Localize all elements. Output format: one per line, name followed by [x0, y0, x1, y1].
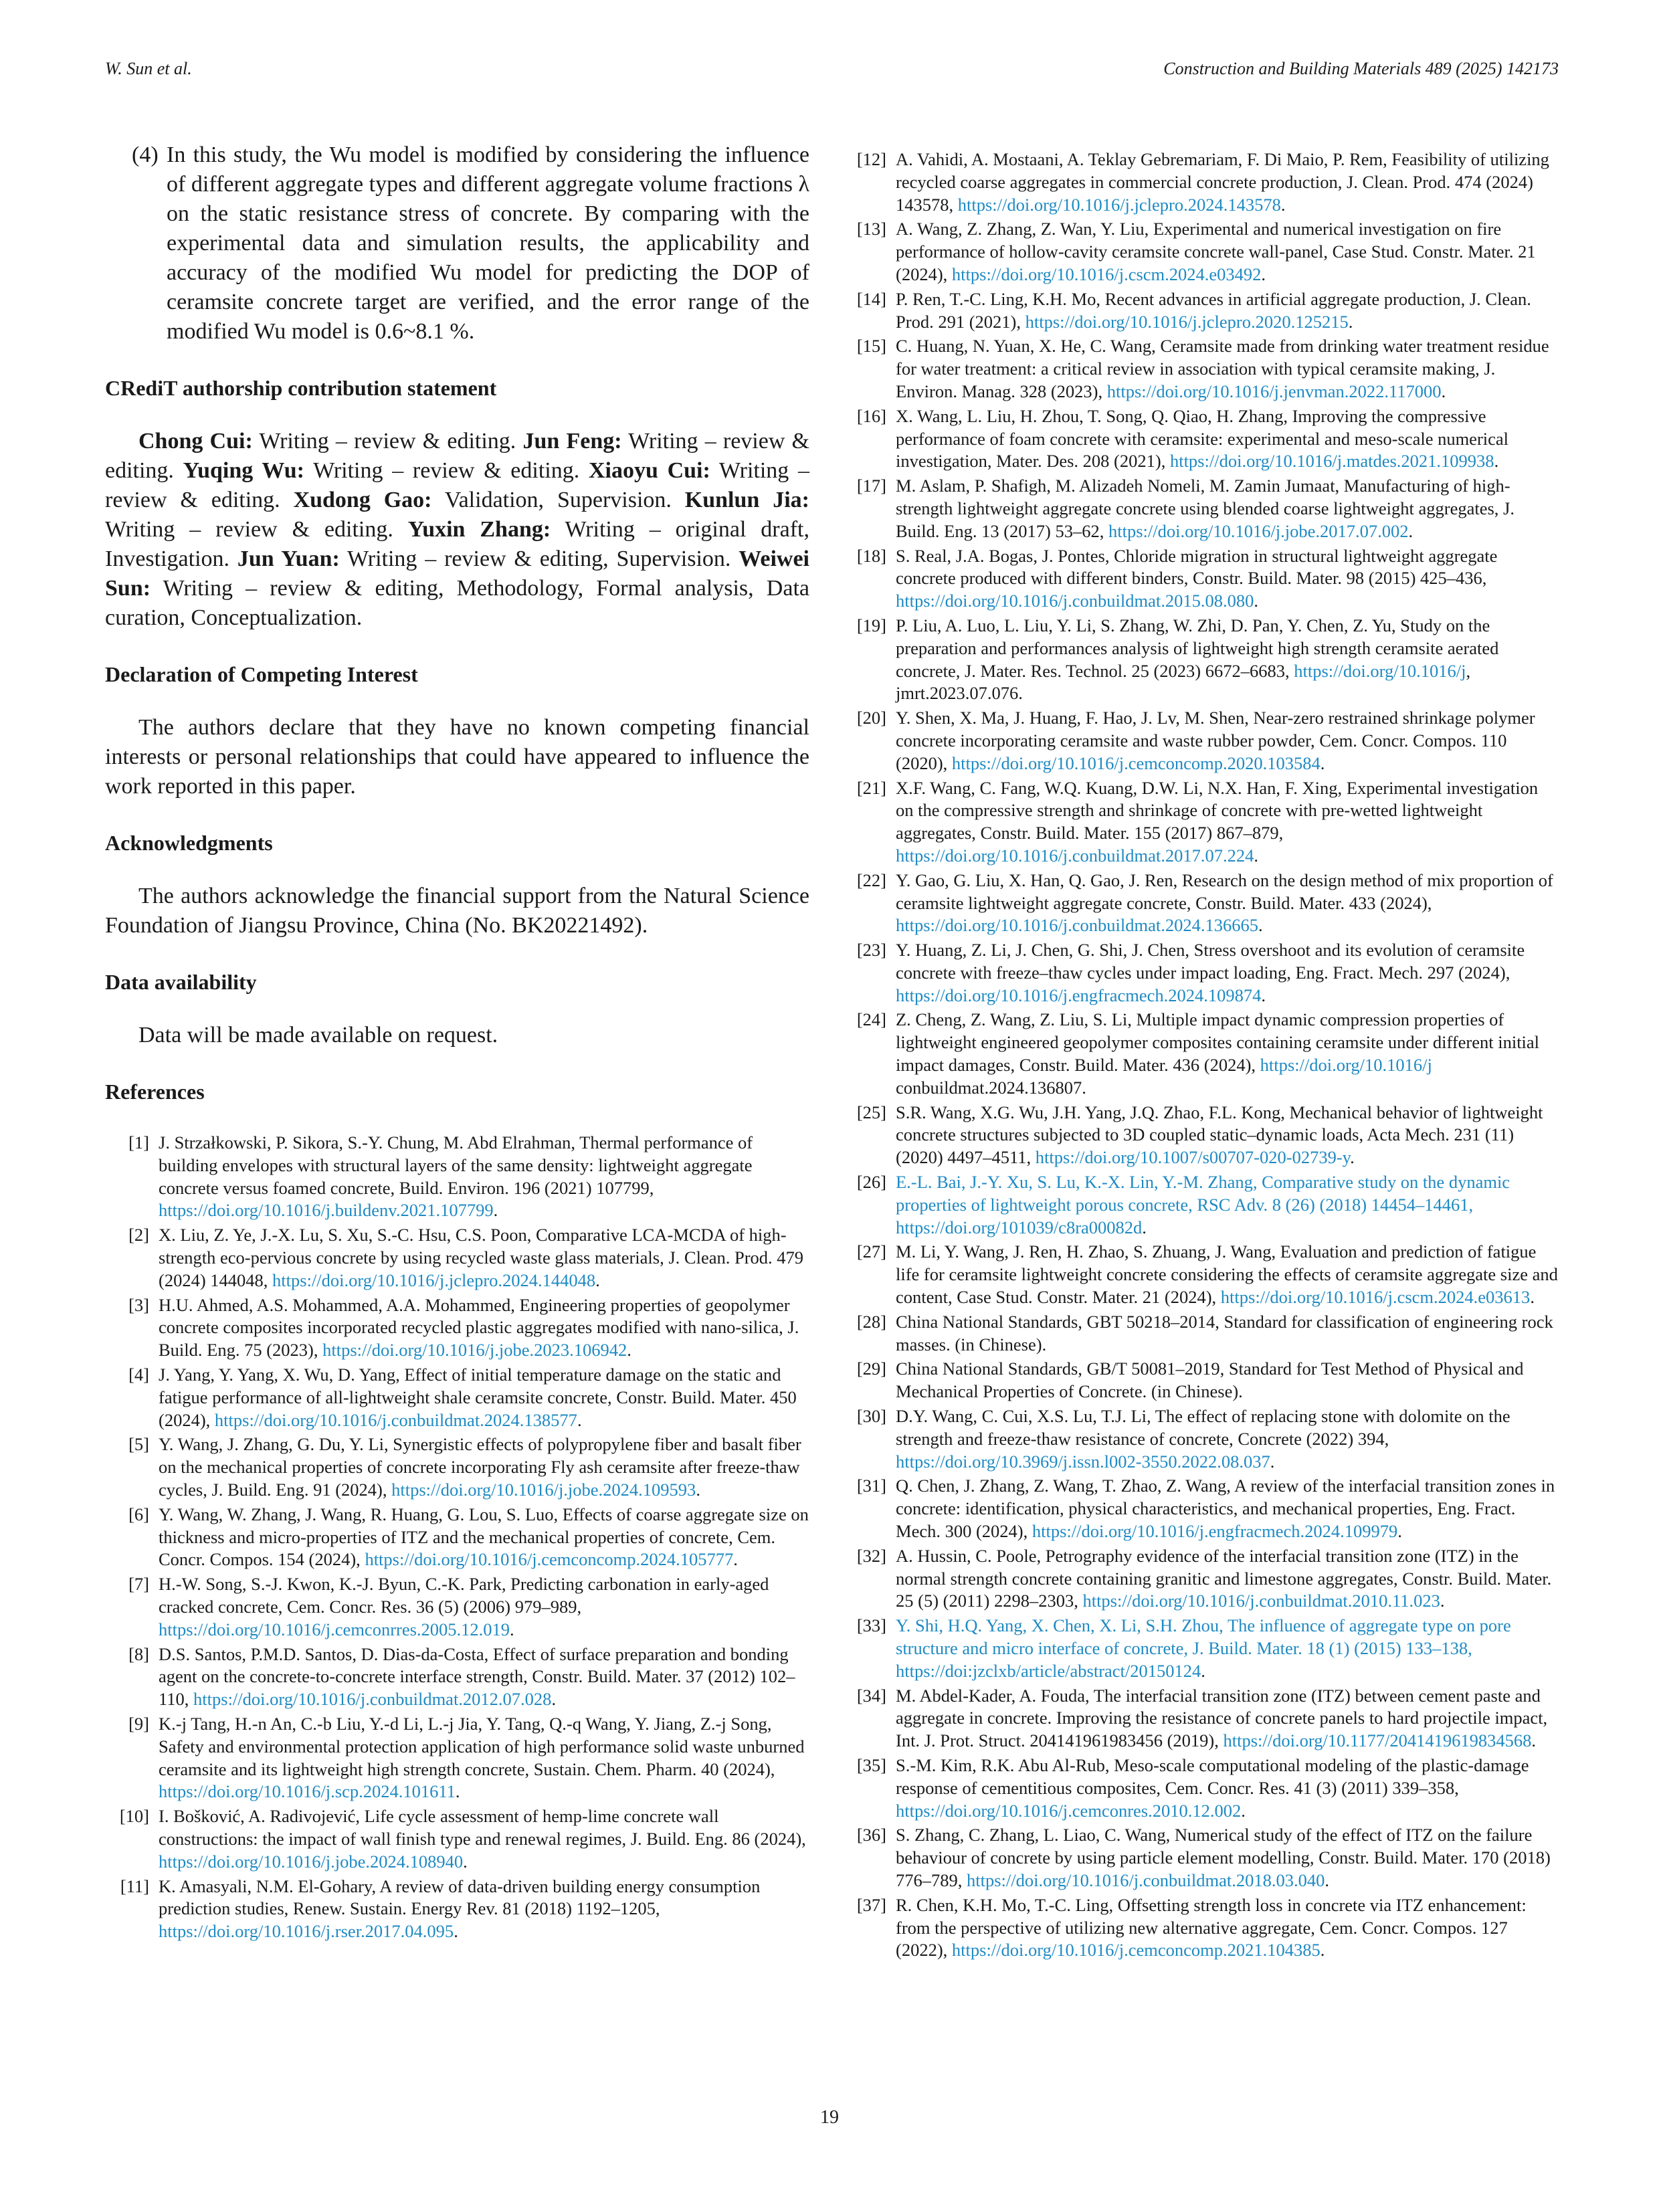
reference-text [159, 1713, 809, 1803]
reference-number: [25] [856, 1102, 886, 1122]
reference-number: [1] [128, 1132, 149, 1152]
doi-link[interactable]: https://doi.org/10.1016/j.cemconcomp.2024.105777 [365, 1549, 734, 1570]
contributor-name: Yuxin Zhang: [407, 517, 551, 542]
reference-citation: M. Li, Y. Wang, J. Ren, H. Zhao, S. Zhuang, J. Wang, Evaluation and prediction of fatigue life for ceramsite lightweight concrete considering the effects of ceramsite aggregate size and content, Case Stud. Constr. Mater. 21 (2024), [896, 1241, 1558, 1308]
reference-number: [34] [856, 1685, 886, 1706]
doi-link[interactable]: https://doi.org/10.1016/j.conbuildmat.2012.07.028 [193, 1689, 552, 1710]
reference-text [896, 475, 1559, 542]
reference-item [105, 1643, 809, 1711]
reference-text [896, 1685, 1559, 1752]
doi-link[interactable]: https://doi.org/10.1016/j.jobe.2024.109593 [391, 1479, 696, 1500]
reference-citation: X. Liu, Z. Ye, J.-X. Lu, S. Xu, S.-C. Hsu, C.S. Poon, Comparative LCA-MCDA of high-strength eco-pervious concrete by using recycled waste glass materials, J. Clean. Prod. 479 (2024) 144048, [159, 1225, 804, 1290]
reference-citation: X.F. Wang, C. Fang, W.Q. Kuang, D.W. Li, N.X. Han, F. Xing, Experimental investigation on the compressive strength and shrinkage of concrete with pre-wetted lightweight aggregates, Constr. Build. Mater. 155 (2017) 867–879, [896, 777, 1539, 843]
reference-citation: D.S. Santos, P.M.D. Santos, D. Dias-da-Costa, Effect of surface preparation and bonding agent on the concrete-to-concrete interface strength, Constr. Build. Mater. 37 (2012) 102–110, [159, 1643, 795, 1710]
reference-item [854, 405, 1559, 473]
doi-link[interactable]: https://doi.org/10.1016/j.scp.2024.101611 [159, 1781, 456, 1802]
reference-number: [30] [856, 1406, 886, 1427]
page-number: 19 [820, 2107, 839, 2128]
reference-item [105, 1132, 809, 1222]
reference-number: [35] [856, 1754, 886, 1775]
reference-tail: . [1397, 1521, 1402, 1542]
contributor-role: Validation, Supervision. [431, 488, 685, 512]
reference-citation: P. Liu, A. Luo, L. Liu, Y. Li, S. Zhang, W. Zhi, D. Pan, Y. Chen, Z. Yu, Study on the preparation and performances analysis of lightweight high strength ceramsite aerated concrete, J. Mater. Res. Technol. 25 (2023) 6672–6683, [896, 615, 1499, 681]
data-availability-heading: Data availability [105, 970, 257, 994]
reference-number: [13] [856, 219, 886, 239]
doi-link[interactable]: https://doi.org/10.1007/s00707-020-02739-y [1035, 1147, 1351, 1168]
reference-item [105, 1504, 809, 1571]
reference-citation: M. Abdel-Kader, A. Fouda, The interfacial transition zone (ITZ) between cement paste and aggregate in concrete. Improving the resistance of concrete panels to hard projectile impact, Int. J. Prot. Struct. 204141961983456 (2019), [896, 1685, 1548, 1751]
reference-item [854, 1241, 1559, 1308]
reference-item [105, 1224, 809, 1292]
data-availability-text: Data will be made available on request. [138, 1023, 498, 1047]
reference-item [854, 1824, 1559, 1892]
reference-text [896, 1894, 1559, 1962]
contributor-role: Writing – original draft, Investigation. [105, 517, 809, 571]
reference-number: [12] [856, 149, 886, 169]
reference-tail: . [1494, 451, 1499, 472]
doi-link[interactable]: https://doi.org/10.1016/j.cscm.2024.e03613 [1220, 1287, 1531, 1308]
reference-tail: . [1350, 1147, 1355, 1168]
reference-text [896, 1102, 1559, 1169]
reference-list-right [854, 148, 1559, 1962]
reference-item [854, 1545, 1559, 1613]
reference-number: [4] [128, 1364, 149, 1385]
reference-text [896, 1405, 1559, 1473]
references-heading: References [105, 1080, 205, 1104]
reference-text [896, 148, 1559, 216]
reference-number: [32] [856, 1545, 886, 1566]
right-column [854, 148, 1559, 1964]
reference-tail: . [1142, 1217, 1147, 1237]
reference-citation: D.Y. Wang, C. Cui, X.S. Lu, T.J. Li, The effect of replacing stone with dolomite on the strength and freeze-thaw resistance of concrete, Concrete (2022) 394, [896, 1406, 1510, 1449]
reference-item [854, 870, 1559, 937]
doi-link[interactable]: https://doi.org/10.1016/j.jobe.2023.106942 [322, 1340, 627, 1361]
reference-citation: Y. Wang, W. Zhang, J. Wang, R. Huang, G. Lou, S. Luo, Effects of coarse aggregate size on thickness and micro-properties of ITZ and the mechanical properties of concrete, Cem. Concr. Compos. 154 (2024), [159, 1504, 809, 1570]
reference-text [896, 218, 1559, 286]
reference-number: [23] [856, 940, 886, 961]
reference-tail: . [595, 1270, 600, 1290]
doi-link[interactable]: https://doi.org/10.1016/j.rser.2017.04.095 [159, 1921, 454, 1942]
reference-item [105, 1573, 809, 1641]
reference-tail: . [1441, 381, 1446, 401]
contributor-name: Xiaoyu Cui: [588, 458, 710, 483]
reference-citation: M. Aslam, P. Shafigh, M. Alizadeh Nomeli, M. Zamin Jumaat, Manufacturing of high-strength lightweight aggregate concrete using blended coarse lightweight aggregates, J. Build. Eng. 13 (2017) 53–62, [896, 476, 1515, 541]
reference-citation: R. Chen, K.H. Mo, T.-C. Ling, Offsetting strength loss in concrete via ITZ enhancement: from the perspective of utilizing new alternative aggregate, Cem. Concr. Compos. 127 (2022), [896, 1894, 1527, 1960]
competing-text: The authors declare that they have no known competing financial interests or personal relationships that could have appeared to influence the work reported in this paper. [105, 715, 809, 799]
reference-number: [29] [856, 1359, 886, 1379]
reference-tail: . [1320, 1940, 1325, 1960]
doi-link[interactable]: https://doi.org/10.1016/j.jclepro.2024.144048 [272, 1270, 596, 1290]
contributor-name: Xudong Gao: [293, 488, 432, 512]
doi-link[interactable]: https://doi.org/10.1016/j.conbuildmat.2010.11.023 [1082, 1591, 1440, 1611]
reference-item [854, 475, 1559, 542]
reference-tail: . [577, 1409, 582, 1430]
conclusion-number: (4) [132, 142, 159, 167]
reference-item [854, 1894, 1559, 1962]
reference-citation: J. Yang, Y. Yang, X. Wu, D. Yang, Effect of initial temperature damage on the static and fatigue performance of all-lightweight shale ceramsite concrete, Constr. Build. Mater. 450 (2024), [159, 1364, 797, 1430]
acknowledgments-heading: Acknowledgments [105, 831, 273, 855]
reference-tail: . [1280, 194, 1286, 215]
reference-citation: China National Standards, GBT 50218–2014, Standard for classification of engineering rock masses. (in Chinese). [896, 1311, 1553, 1354]
reference-tail: . [1325, 1870, 1330, 1890]
reference-number: [21] [856, 777, 886, 798]
reference-item [854, 218, 1559, 286]
reference-citation: S. Real, J.A. Bogas, J. Pontes, Chloride migration in structural lightweight aggregate concrete produced with different binders, Constr. Build. Mater. 98 (2015) 425–436, [896, 545, 1498, 589]
doi-link[interactable]: https://doi.org/10.1016/j.jenvman.2022.117000 [1106, 381, 1442, 401]
reference-text [159, 1132, 809, 1222]
contributor-role: Writing – review & editing, Methodology, Formal analysis, Data curation, Conceptualization. [105, 576, 809, 630]
reference-number: [16] [856, 405, 886, 426]
contributor-name: Jun Feng: [522, 429, 622, 454]
reference-tail: conbuildmat.2024.136807. [896, 1077, 1086, 1098]
reference-tail: . [1440, 1591, 1445, 1611]
reference-citation: Z. Cheng, Z. Wang, Z. Liu, S. Li, Multiple impact dynamic compression properties of lightweight engineered geopolymer composites containing ceramsite under different initial impact damages, Constr. Build. Mater. 436 (2024), [896, 1009, 1540, 1076]
doi-link[interactable]: Y. Shi, H.Q. Yang, X. Chen, X. Li, S.H. Zhou, The influence of aggregate type on pore structure and micro interface of concrete, J. Build. Mater. 18 (1) (2015) 133–138, https://doi:jzclxb/article/abstract/20150124 [896, 1615, 1511, 1681]
reference-item [854, 1475, 1559, 1542]
reference-text [896, 335, 1559, 403]
reference-citation: S. Zhang, C. Zhang, L. Liao, C. Wang, Numerical study of the effect of ITZ on the failure behaviour of concrete by using particle element modelling, Constr. Build. Mater. 170 (2018) 776–789, [896, 1825, 1551, 1890]
doi-link[interactable]: https://doi.org/10.1177/2041419619834568 [1223, 1730, 1532, 1751]
contributor-role: Writing – review & editing, Supervision. [339, 546, 739, 571]
reference-citation: I. Bošković, A. Radivojević, Life cycle assessment of hemp-lime concrete wall constructions: the impact of wall finish type and renewal regimes, J. Build. Eng. 86 (2024), [159, 1806, 806, 1849]
left-column [105, 140, 809, 1945]
reference-citation: S.R. Wang, X.G. Wu, J.H. Yang, J.Q. Zhao, F.L. Kong, Mechanical behavior of lightweight concrete structures subjected to 3D coupled static–dynamic loads, Acta Mech. 231 (11) (2020) 4497–4511, [896, 1102, 1543, 1168]
reference-number: [10] [119, 1806, 149, 1827]
reference-text [159, 1294, 809, 1362]
reference-number: [8] [128, 1643, 149, 1664]
reference-tail: . [1254, 591, 1259, 611]
doi-link[interactable]: https://doi.org/10.1016/j.conbuildmat.2017.07.224 [896, 845, 1254, 866]
reference-list-left [105, 1132, 809, 1943]
running-head-journal: Construction and Building Materials 489 (2025) 142173 [1163, 59, 1559, 78]
reference-item [854, 1754, 1559, 1822]
reference-text [896, 615, 1559, 705]
reference-tail: . [493, 1200, 498, 1221]
reference-item [105, 1433, 809, 1501]
reference-text [896, 1241, 1559, 1308]
reference-number: [31] [856, 1476, 886, 1496]
reference-citation: China National Standards, GB/T 50081–2019, Standard for Test Method of Physical and Mechanical Properties of Concrete. (in Chinese). [896, 1359, 1524, 1402]
reference-text [896, 939, 1559, 1007]
reference-number: [11] [120, 1876, 149, 1896]
reference-number: [3] [128, 1294, 149, 1315]
reference-number: [9] [128, 1713, 149, 1734]
reference-item [854, 148, 1559, 216]
reference-tail: . [696, 1479, 700, 1500]
doi-link[interactable]: E.-L. Bai, J.-Y. Xu, S. Lu, K.-X. Lin, Y.-M. Zhang, Comparative study on the dynamic properties of lightweight porous concrete, RSC Adv. 8 (26) (2018) 14454–14461, https://doi.org/101039/c8ra00082d [896, 1172, 1510, 1237]
reference-text [896, 1824, 1559, 1892]
contributor-name: Kunlun Jia: [684, 488, 809, 512]
reference-citation: X. Wang, L. Liu, H. Zhou, T. Song, Q. Qiao, H. Zhang, Improving the compressive performance of foam concrete with ceramsite: experimental and meso-scale numerical investigation, Mater. Des. 208 (2021), [896, 405, 1509, 472]
reference-number: [22] [856, 870, 886, 890]
reference-tail: . [1531, 1730, 1536, 1751]
reference-tail: . [733, 1549, 738, 1570]
reference-number: [19] [856, 615, 886, 635]
reference-text [896, 1615, 1559, 1682]
reference-text [159, 1364, 809, 1431]
reference-citation: H.-W. Song, S.-J. Kwon, K.-J. Byun, C.-K. Park, Predicting carbonation in early-aged cracked concrete, Cem. Concr. Res. 36 (5) (2006) 979–989, [159, 1574, 769, 1617]
contributor-role: Writing – review & editing. [105, 429, 809, 483]
doi-link[interactable]: https://doi.org/10.1016/j.conbuildmat.2024.136665 [896, 915, 1259, 936]
reference-text [896, 1475, 1559, 1542]
reference-number: [33] [856, 1615, 886, 1636]
reference-number: [28] [856, 1311, 886, 1332]
reference-citation: K. Amasyali, N.M. El-Gohary, A review of data-driven building energy consumption prediction studies, Renew. Sustain. Energy Rev. 81 (2018) 1192–1205, [159, 1876, 761, 1919]
doi-link[interactable]: https://doi.org/10.1016/j.engfracmech.2024.109874 [896, 985, 1262, 1005]
reference-citation: H.U. Ahmed, A.S. Mohammed, A.A. Mohammed, Engineering properties of geopolymer concrete composites incorporated recycled plastic aggregates modified with nano-silica, J. Build. Eng. 75 (2023), [159, 1294, 799, 1361]
reference-citation: Y. Shen, X. Ma, J. Huang, F. Hao, J. Lv, M. Shen, Near-zero restrained shrinkage polymer concrete incorporating ceramsite and waste rubber powder, Cem. Concr. Compos. 110 (2020), [896, 708, 1535, 773]
reference-citation: K.-j Tang, H.-n An, C.-b Liu, Y.-d Li, L.-j Jia, Y. Tang, Q.-q Wang, Y. Jiang, Z.-j Song, Safety and environmental protection application of high performance solid waste unburned ceramsite and its lightweight high strength concrete, Sustain. Chem. Pharm. 40 (2024), [159, 1713, 805, 1779]
reference-item [105, 1713, 809, 1803]
doi-link[interactable]: https://doi.org/10.1016/j.jclepro.2024.143578 [957, 194, 1281, 215]
reference-tail: . [1254, 845, 1259, 866]
reference-citation: A. Hussin, C. Poole, Petrography evidence of the interfacial transition zone (ITZ) in the normal strength concrete containing granitic and limestone aggregates, Constr. Build. Mater. 25 (5) (2011) 2298–2303, [896, 1545, 1552, 1611]
reference-citation: Q. Chen, J. Zhang, Z. Wang, T. Zhao, Z. Wang, A review of the interfacial transition zones in concrete: identification, physical characteristics, and mechanical properties, Eng. Fract. Mech. 300 (2024), [896, 1476, 1555, 1542]
reference-number: [26] [856, 1172, 886, 1193]
reference-citation: S.-M. Kim, R.K. Abu Al-Rub, Meso-scale computational modeling of the plastic-damage response of cementitious composites, Cem. Concr. Res. 41 (3) (2011) 339–358, [896, 1754, 1529, 1798]
reference-number: [17] [856, 476, 886, 496]
reference-citation: J. Strzałkowski, P. Sikora, S.-Y. Chung, M. Abd Elrahman, Thermal performance of building envelopes with structural layers of the same density: lightweight aggregate concrete versus foamed concrete, Build. Environ. 196 (2021) 107799, [159, 1132, 753, 1198]
contributor-name: Weiwei Sun: [105, 546, 809, 601]
reference-item [854, 707, 1559, 775]
reference-citation: P. Ren, T.-C. Ling, K.H. Mo, Recent advances in artificial aggregate production, J. Clean. Prod. 291 (2021), [896, 288, 1531, 332]
contributor-name: Jun Yuan: [237, 546, 340, 571]
reference-citation: Y. Wang, J. Zhang, G. Du, Y. Li, Synergistic effects of polypropylene fiber and basalt fiber on the mechanical properties of concrete incorporating Fly ash ceramsite after freeze-thaw cycles, J. Build. Eng. 91 (2024), [159, 1434, 801, 1500]
reference-number: [2] [128, 1225, 149, 1245]
reference-number: [18] [856, 545, 886, 566]
reference-item [854, 335, 1559, 403]
reference-tail: . [1258, 915, 1263, 936]
reference-citation: Y. Gao, G. Liu, X. Han, Q. Gao, J. Ren, Research on the design method of mix proportion of ceramsite lightweight aggregate concrete, Constr. Build. Mater. 433 (2024), [896, 870, 1553, 913]
reference-number: [15] [856, 336, 886, 357]
reference-text [896, 1545, 1559, 1613]
doi-link[interactable]: https://doi.org/10.1016/j.buildenv.2021.107799 [159, 1200, 494, 1221]
reference-item [854, 545, 1559, 613]
contributor-name: Yuqing Wu: [183, 458, 304, 483]
doi-link[interactable]: https://doi.org/10.1016/j.cemconcomp.2021.104385 [951, 1940, 1321, 1960]
contributor-role: Writing – review & editing. [304, 458, 589, 483]
doi-link[interactable]: https://doi.org/10.1016/j.cemconrres.2005.12.019 [159, 1619, 510, 1639]
reference-item [105, 1805, 809, 1873]
reference-tail: . [1261, 264, 1266, 284]
reference-text [159, 1504, 809, 1571]
doi-link[interactable]: https://doi.org/10.1016/j.conbuildmat.2024.138577 [214, 1409, 577, 1430]
reference-tail: . [1201, 1660, 1205, 1681]
doi-link[interactable]: https://doi.org/10.1016/j.conbuildmat.2018.03.040 [967, 1870, 1325, 1890]
reference-tail: . [510, 1619, 514, 1639]
reference-citation: C. Huang, N. Yuan, X. He, C. Wang, Ceramsite made from drinking water treatment residue for water treatment: a critical review in association with typical ceramsite making, J. Environ. Manag. 328 (2023), [896, 336, 1549, 401]
reference-tail: . [1270, 1451, 1275, 1472]
reference-item [854, 1102, 1559, 1169]
reference-number: [37] [856, 1894, 886, 1915]
reference-item [854, 1311, 1559, 1356]
reference-text [159, 1573, 809, 1641]
contributor-role: Writing – review & editing. [252, 429, 523, 454]
reference-tail: . [1241, 1800, 1246, 1821]
reference-number: [24] [856, 1009, 886, 1030]
doi-link[interactable]: https://doi.org/10.1016/j.jobe.2024.108940 [159, 1851, 464, 1872]
reference-number: [7] [128, 1574, 149, 1595]
reference-citation: A. Vahidi, A. Mostaani, A. Teklay Gebremariam, F. Di Maio, P. Rem, Feasibility of utilizing recycled coarse aggregates in commercial concrete production, J. Clean. Prod. 474 (2024) 143578, [896, 149, 1549, 215]
reference-text [896, 405, 1559, 473]
reference-item [105, 1876, 809, 1943]
credit-heading: CRediT authorship contribution statement [105, 376, 497, 400]
doi-link[interactable]: https://doi.org/10.1016/j [1260, 1055, 1432, 1076]
reference-number: [27] [856, 1241, 886, 1262]
reference-item [854, 939, 1559, 1007]
reference-citation: Y. Huang, Z. Li, J. Chen, G. Shi, J. Chen, Stress overshoot and its evolution of ceramsite concrete with freeze–thaw cycles under impact loading, Eng. Fract. Mech. 297 (2024), [896, 940, 1525, 983]
reference-text [159, 1805, 809, 1873]
reference-tail: , jmrt.2023.07.076. [896, 660, 1471, 704]
doi-link[interactable]: https://doi.org/10.1016/j.conbuildmat.2015.08.080 [896, 591, 1254, 611]
reference-item [854, 1171, 1559, 1239]
contributor-role: Writing – review & editing. [105, 458, 810, 512]
doi-link[interactable]: https://doi.org/10.1016/j.cemconres.2010.12.002 [896, 1800, 1242, 1821]
reference-text [159, 1643, 809, 1711]
reference-item [854, 1358, 1559, 1403]
reference-tail: . [454, 1921, 458, 1942]
reference-tail: . [1530, 1287, 1535, 1308]
reference-item [854, 288, 1559, 334]
reference-item [105, 1364, 809, 1431]
conclusion-text: In this study, the Wu model is modified by considering the influence of different aggregate types and different aggregate volume fractions λ on the static resistance stress of concrete. By comparing with the experimental data and simulation results, the applicability and accuracy of the modified Wu model for predicting the DOP of ceramsite concrete target are verified, and the error range of the modified Wu model is 0.6~8.1 %. [167, 142, 809, 344]
reference-tail: . [1320, 752, 1325, 773]
reference-item [854, 615, 1559, 705]
running-head-authors: W. Sun et al. [105, 59, 192, 78]
reference-item [854, 1615, 1559, 1682]
contributor-role: Writing – review & editing. [105, 517, 408, 542]
reference-tail: . [551, 1689, 557, 1710]
doi-link[interactable]: https://doi.org/10.1016/j.cscm.2024.e03492 [951, 264, 1262, 284]
doi-link[interactable]: https://doi.org/10.1016/j [1294, 660, 1466, 681]
reference-tail: . [627, 1340, 631, 1361]
doi-link[interactable]: https://doi.org/10.1016/j.engfracmech.2024.109979 [1032, 1521, 1398, 1542]
doi-link[interactable]: https://doi.org/10.1016/j.matdes.2021.109938 [1169, 451, 1494, 472]
reference-text [896, 545, 1559, 613]
doi-link[interactable]: https://doi.org/10.1016/j.jobe.2017.07.002 [1108, 520, 1409, 541]
reference-text [896, 777, 1559, 868]
reference-number: [20] [856, 708, 886, 728]
reference-text [896, 1171, 1559, 1239]
reference-item [854, 1009, 1559, 1099]
conclusion-item [132, 140, 809, 346]
competing-heading: Declaration of Competing Interest [105, 662, 418, 686]
acknowledgments-text: The authors acknowledge the financial support from the Natural Science Foundation of Jiangsu Province, China (No. BK20221492). [105, 884, 809, 938]
reference-item [854, 777, 1559, 868]
reference-text [896, 288, 1559, 334]
contributor-name: Chong Cui: [138, 429, 253, 454]
reference-text [896, 1311, 1559, 1356]
reference-text [896, 707, 1559, 775]
reference-tail: . [1408, 520, 1413, 541]
reference-text [159, 1876, 809, 1943]
reference-tail: . [463, 1851, 468, 1872]
reference-tail: . [455, 1781, 460, 1802]
reference-citation: A. Wang, Z. Zhang, Z. Wan, Y. Liu, Experimental and numerical investigation on fire performance of hollow-cavity ceramsite concrete wall-panel, Case Stud. Constr. Mater. 21 (2024), [896, 219, 1536, 284]
doi-link[interactable]: https://doi.org/10.3969/j.issn.l002-3550.2022.08.037 [896, 1451, 1270, 1472]
reference-number: [5] [128, 1434, 149, 1455]
reference-tail: . [1348, 311, 1353, 332]
doi-link[interactable]: https://doi.org/10.1016/j.jclepro.2020.125215 [1025, 311, 1349, 332]
reference-item [854, 1405, 1559, 1473]
reference-item [105, 1294, 809, 1362]
reference-text [896, 1358, 1559, 1403]
reference-text [896, 1009, 1559, 1099]
doi-link[interactable]: https://doi.org/10.1016/j.cemconcomp.2020.103584 [951, 752, 1321, 773]
reference-text [159, 1224, 809, 1292]
reference-item [854, 1685, 1559, 1752]
reference-text [896, 870, 1559, 937]
reference-number: [14] [856, 288, 886, 309]
reference-text [896, 1754, 1559, 1822]
reference-number: [36] [856, 1825, 886, 1845]
credit-statement [105, 427, 809, 633]
reference-number: [6] [128, 1504, 149, 1524]
reference-text [159, 1433, 809, 1501]
reference-tail: . [1261, 985, 1266, 1005]
